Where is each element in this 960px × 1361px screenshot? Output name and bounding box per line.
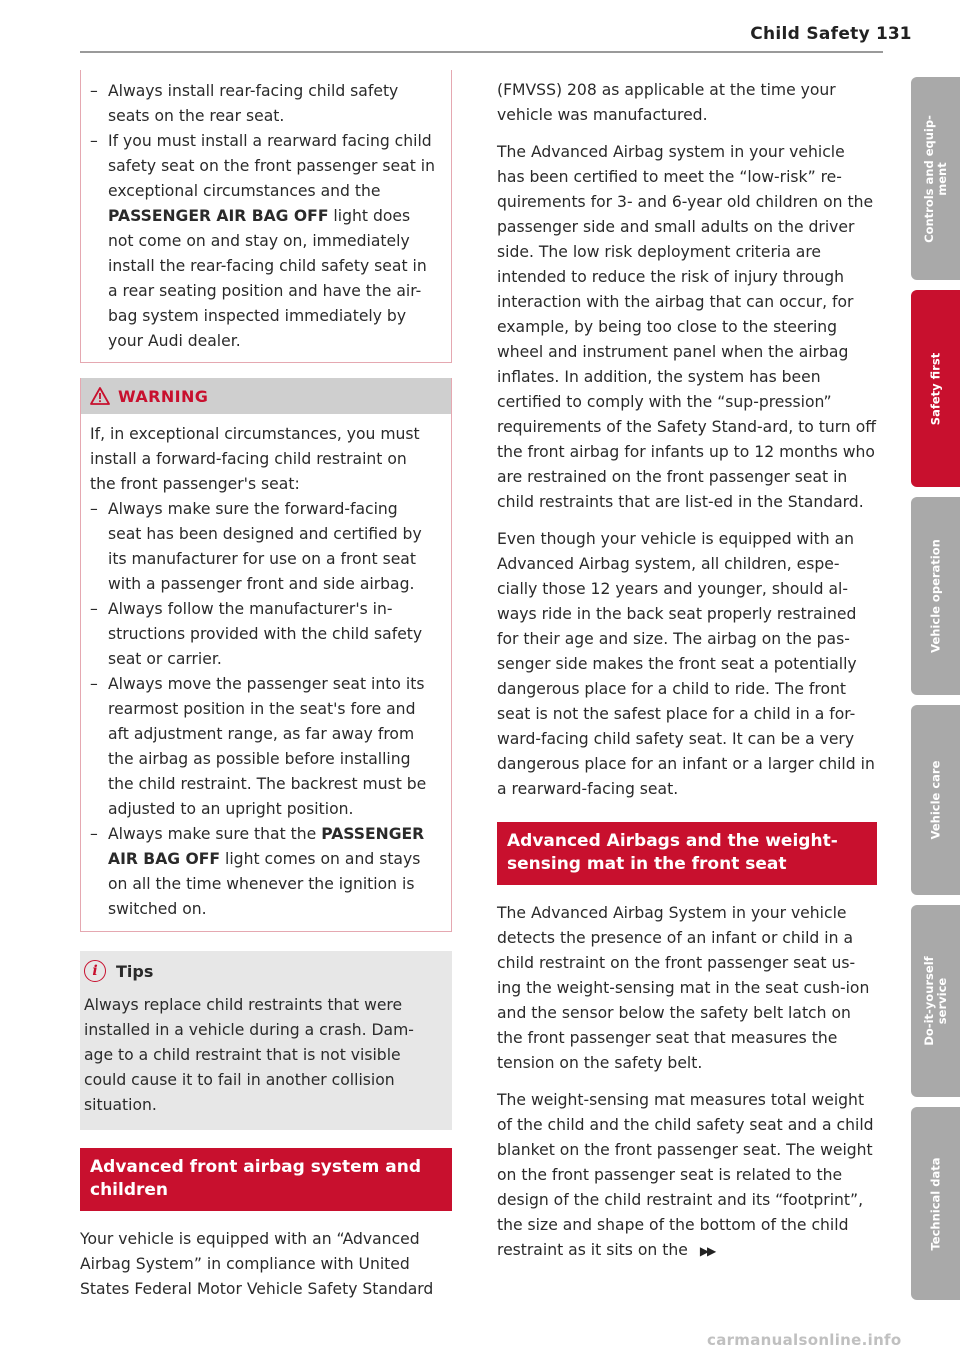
- tab-vehicle-operation[interactable]: [911, 497, 960, 695]
- tab-safety-first[interactable]: [911, 290, 960, 487]
- tab-label: Do-it-yourself service: [921, 956, 949, 1046]
- tab-controls-and-equipment[interactable]: [911, 77, 960, 280]
- section-heading: Advanced front airbag system and children: [80, 1148, 452, 1211]
- tab-label: Safety first: [928, 352, 942, 425]
- body-paragraph: Even though your vehicle is equipped with an Advanced Airbag system, all children, espe-cially those 12 years and younger, should al-ways ride in the back seat properly restrained for their age and size. The airbag on the pas-senger side makes the front seat a potentially dangerous place for a child to ride. The front seat is not the safest place for a child in a for-ward-facing child safety seat. It can be a very dangerous place for an infant or a larger child in a rearward-facing seat.: [497, 530, 875, 798]
- caution-item: – Always install rear-facing child safety seats on the rear seat.: [90, 79, 435, 129]
- info-icon: i: [84, 960, 106, 982]
- warning-header: [81, 378, 451, 414]
- caution-box-continued: [80, 70, 452, 363]
- warning-triangle-icon: [90, 387, 110, 405]
- warning-title: WARNING: [118, 386, 209, 406]
- tab-label: Vehicle operation: [928, 539, 942, 653]
- tips-title: Tips: [116, 961, 154, 981]
- warning-intro: If, in exceptional circumstances, you must install a forward-facing child restraint on the front passenger's seat:: [90, 425, 420, 493]
- section-heading: Advanced Airbags and the weight-sensing mat in the front seat: [497, 822, 877, 885]
- footer-watermark: carmanualsonline.info: [707, 1331, 902, 1349]
- body-paragraph: Your vehicle is equipped with an “Advanced Airbag System” in compliance with United States Federal Motor Vehicle Safety Standard: [80, 1230, 434, 1298]
- warning-item: – Always move the passenger seat into its rearmost position in the seat's fore and aft adjustment range, as far away from the airbag as possible before installing the child restraint. The backrest must be adjusted to an upright position.: [90, 672, 435, 822]
- tab-vehicle-care[interactable]: [911, 705, 960, 895]
- caution-list: [90, 79, 435, 354]
- tab-label: Controls and equip- ment: [921, 114, 949, 243]
- indicator-name: PASSENGER AIR BAG OFF: [108, 207, 329, 225]
- body-paragraph: (FMVSS) 208 as applicable at the time your vehicle was manufactured.: [497, 81, 836, 124]
- caution-item: – If you must install a rearward facing child safety seat on the front passenger seat in exceptional circumstances and the PASSENGER AIR BAG OFF light does not come on and stay on, immediately install the rear-facing child safety seat in a rear seating position and have the air-bag system inspected immediately by your Audi dealer.: [90, 129, 435, 354]
- tips-header: [80, 951, 452, 991]
- page-number: 131: [876, 24, 912, 44]
- warning-item: – Always follow the manufacturer's in-structions provided with the child safety seat or carrier.: [90, 597, 435, 672]
- warning-box: [80, 378, 452, 932]
- body-paragraph: The weight-sensing mat measures total weight of the child and the child safety seat and a child blanket on the front passenger seat. The weight on the front passenger seat is related to the design of the child restraint and its “footprint”, the size and shape of the bottom of the child restraint as it sits on the ▶▶: [497, 1091, 874, 1259]
- header-rule: [80, 51, 883, 53]
- body-paragraph: The Advanced Airbag System in your vehicle detects the presence of an infant or child in a child restraint on the front passenger seat us-ing the weight-sensing mat in the seat cush-ion and the sensor below the safety belt latch on the front passenger seat that measures the tension on the safety belt.: [497, 904, 870, 1072]
- warning-item: – Always make sure the forward-facing seat has been designed and certified by its manufacturer for use on a front seat with a passenger front and side airbag.: [90, 497, 435, 597]
- tab-label: Vehicle care: [928, 760, 942, 840]
- tips-text: Always replace child restraints that were installed in a vehicle during a crash. Dam-age to a child restraint that is not visible could cause it to fail in another collision situation.: [84, 996, 414, 1114]
- tips-box: [80, 951, 452, 1130]
- warning-list: [90, 497, 435, 922]
- indicator-name: PASSENGER AIR BAG OFF: [108, 825, 425, 868]
- left-column: [80, 70, 452, 1314]
- continue-arrow-icon: ▶▶: [699, 1244, 715, 1258]
- body-paragraph: The Advanced Airbag system in your vehicle has been certified to meet the “low-risk” re-quirements for 3- and 6-year old children on the passenger side and small adults on the driver side. The low risk deployment criteria are intended to reduce the risk of injury through interaction with the airbag that can occur, for example, by being too close to the steering wheel and instrument panel when the airbag inflates. In addition, the system has been certified to comply with the “sup-pression” requirements of the Safety Stand-ard, to turn off the front airbag for infants up to 12 months who are restrained on the front passenger seat in child restraints that are list-ed in the Standard.: [497, 143, 877, 511]
- tab-do-it-yourself-service[interactable]: [911, 905, 960, 1097]
- tab-label: Technical data: [928, 1156, 942, 1251]
- warning-item: – Always make sure that the PASSENGER AIR BAG OFF light comes on and stays on all the time whenever the ignition is switched on.: [90, 822, 435, 922]
- warning-body: [81, 414, 451, 922]
- page-header-title: Child Safety: [750, 24, 870, 44]
- tab-technical-data[interactable]: [911, 1107, 960, 1300]
- right-column: [497, 78, 877, 1276]
